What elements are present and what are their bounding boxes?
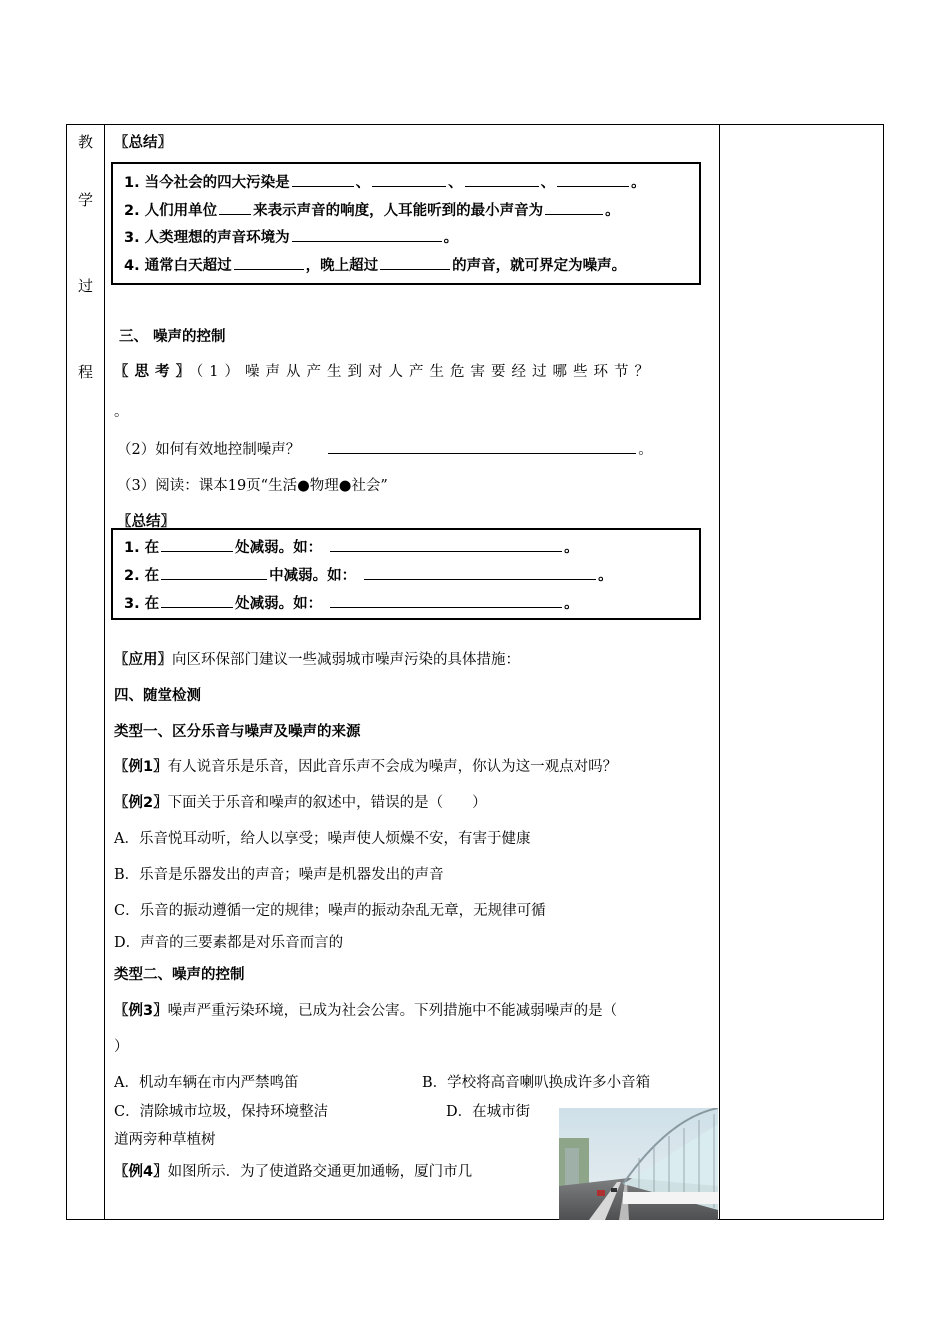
side-label: 教 [77,133,93,151]
summary-item: 3. 在 处减弱。如： 。 [124,592,579,613]
think-question-1-end: 。 [114,404,129,420]
section-title: 三、 噪声的控制 [119,329,226,345]
lesson-table [66,124,884,1220]
section-title: 四、随堂检测 [114,688,201,704]
summary-item: 3. 人类理想的声音环境为 。 [124,226,458,247]
example-2: 〖例2〗下面关于乐音和噪声的叙述中，错误的是（ ） [114,795,487,811]
summary-item: 1. 在 处减弱。如： 。 [124,536,579,557]
column-divider [719,125,720,1219]
option: D．在城市街 [446,1104,531,1120]
side-label: 学 [77,191,93,209]
option: C．清除城市垃圾，保持环境整洁 [114,1104,329,1120]
option: A．机动车辆在市内严禁鸣笛 [114,1075,299,1091]
summary-item: 1. 当今社会的四大污染是 、 、 、 。 [124,171,646,192]
summary-heading: 〖总结〗 [114,135,172,151]
summary-item: 2. 在 中减弱。如： 。 [124,564,613,585]
think-question-3: （3）阅读：课本19页“生活●物理●社会” [117,478,388,494]
type-title: 类型一、区分乐音与噪声及噪声的来源 [114,724,361,740]
think-question-2: （2）如何有效地控制噪声？ 。 [117,438,653,459]
summary-item: 4. 通常白天超过 ，晚上超过 的声音，就可界定为噪声。 [124,254,626,275]
option: B．学校将高音喇叭换成许多小音箱 [422,1075,651,1091]
option: A．乐音悦耳动听，给人以享受；噪声使人烦燥不安，有害于健康 [114,831,531,847]
noise-barrier-photo-icon [559,1108,718,1220]
option: C．乐音的振动遵循一定的规律；噪声的振动杂乱无章，无规律可循 [114,903,546,919]
think-question-1: 〖思考〗（1）噪声从产生到对人产生危害要经过哪些环节？ [114,364,655,380]
option: D．声音的三要素都是对乐音而言的 [114,935,344,951]
option: 道两旁种草植树 [114,1132,216,1148]
option: B．乐音是乐器发出的声音；噪声是机器发出的声音 [114,867,444,883]
summary-heading: 〖总结〗 [117,514,175,530]
example-4: 〖例4〗如图所示．为了使道路交通更加通畅，厦门市几 [114,1164,473,1180]
side-label: 程 [77,363,93,381]
application: 〖应用〗向区环保部门建议一些减弱城市噪声污染的具体措施： [114,652,520,668]
type-title: 类型二、噪声的控制 [114,967,245,983]
column-divider [104,125,105,1219]
example-3-end: ） [114,1039,129,1055]
summary-item: 2. 人们用单位 来表示声音的响度，人耳能听到的最小声音为 。 [124,199,620,220]
example-1: 〖例1〗有人说音乐是乐音，因此音乐声不会成为噪声，你认为这一观点对吗？ [114,759,618,775]
side-label: 过 [77,277,93,295]
example-3: 〖例3〗噪声严重污染环境，已成为社会公害。下列措施中不能减弱噪声的是（ [114,1003,618,1019]
